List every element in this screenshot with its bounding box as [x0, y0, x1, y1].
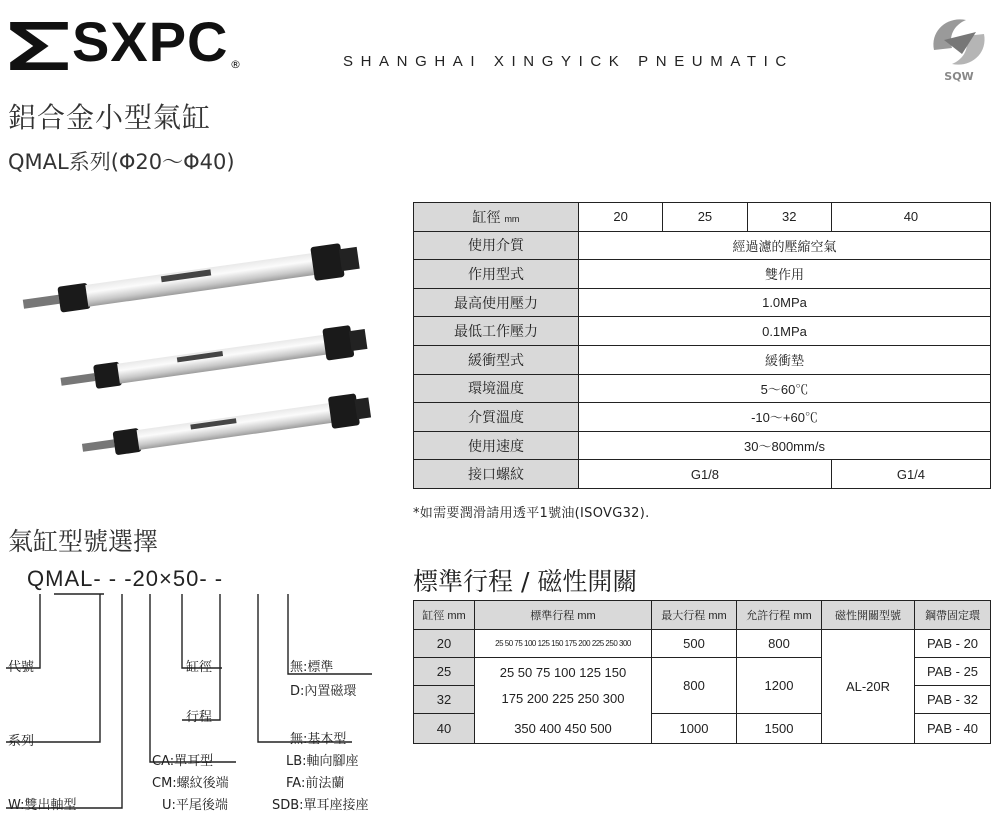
column-header: 缸徑 mm — [414, 601, 475, 630]
spec-label: 緩衝型式 — [414, 345, 579, 374]
table-row — [414, 288, 991, 317]
column-header: 允許行程 mm — [737, 601, 822, 630]
bore-cell: 20 — [414, 630, 475, 658]
label-series: 系列 — [8, 734, 35, 749]
ring-cell: PAB - 32 — [915, 686, 991, 714]
bore-cell: 32 — [414, 686, 475, 714]
label-foot-sdb: SDB:單耳座接座 — [272, 798, 369, 813]
spec-value: G1/8 — [579, 460, 832, 489]
label-mount-cm: CM:螺紋後端 — [152, 776, 229, 791]
column-header: 磁性開關型號 — [822, 601, 915, 630]
bore-cell: 25 — [663, 203, 747, 232]
column-header: 標準行程 mm — [475, 601, 652, 630]
spec-value: 緩衝墊 — [579, 345, 991, 374]
allowed-stroke-cell: 1200 — [737, 658, 822, 714]
table-row — [414, 374, 991, 403]
model-selection-title: 氣缸型號選擇 — [8, 527, 159, 556]
product-photo — [10, 230, 385, 460]
spec-value: 30～800mm/s — [579, 431, 991, 460]
table-row — [414, 345, 991, 374]
label-switch-d: D:內置磁環 — [290, 684, 357, 699]
table-row — [414, 431, 991, 460]
stroke-line: 25 50 75 100 125 150 — [499, 664, 627, 680]
stroke-table — [413, 600, 991, 744]
page-title: 鋁合金小型氣缸 — [8, 101, 212, 134]
spec-value: 經過濾的壓縮空氣 — [579, 231, 991, 260]
max-stroke-cell: 500 — [652, 630, 737, 658]
spec-label: 最高使用壓力 — [414, 288, 579, 317]
lubrication-footnote: *如需要潤滑請用透平1號油(ISOVG32). — [413, 506, 650, 521]
company-name: SHANGHAI XINGYICK PNEUMATIC — [343, 53, 794, 70]
spec-value: 0.1MPa — [579, 317, 991, 346]
stroke-cell: 350 400 450 500 — [475, 714, 652, 744]
label-series-w: W:雙出軸型 — [8, 798, 77, 813]
bore-cell: 32 — [747, 203, 831, 232]
table-row — [414, 260, 991, 289]
xing-logo-mark — [8, 22, 70, 70]
table-row — [414, 403, 991, 432]
spec-value: G1/4 — [831, 460, 990, 489]
column-header: 最大行程 mm — [652, 601, 737, 630]
bore-header-cell: 缸徑 mm — [414, 203, 579, 232]
label-bore: 缸徑 — [186, 660, 213, 675]
bore-cell: 20 — [579, 203, 663, 232]
spec-value: -10～+60℃ — [579, 403, 991, 432]
spec-label: 介質溫度 — [414, 403, 579, 432]
table-row — [414, 317, 991, 346]
series-subtitle: QMAL系列(Φ20～Φ40) — [8, 150, 235, 174]
registered-mark: ® — [230, 58, 241, 71]
ring-cell: PAB - 40 — [915, 714, 991, 744]
svg-text:SQW: SQW — [944, 70, 974, 83]
label-foot-lb: LB:軸向腳座 — [286, 754, 359, 769]
spec-label: 最低工作壓力 — [414, 317, 579, 346]
column-header: 鋼帶固定環 — [915, 601, 991, 630]
spec-label: 作用型式 — [414, 260, 579, 289]
spec-label: 環境溫度 — [414, 374, 579, 403]
stroke-line: 175 200 225 250 300 — [501, 690, 625, 706]
stroke-cell: 25 50 75 100 125 150 175 200 225 250 300 — [475, 630, 652, 658]
max-stroke-cell: 1000 — [652, 714, 737, 744]
table-row — [414, 630, 991, 658]
bore-cell: 40 — [831, 203, 990, 232]
label-code: 代號 — [8, 660, 35, 675]
spec-value: 雙作用 — [579, 260, 991, 289]
bore-cell: 40 — [414, 714, 475, 744]
label-switch-none: 無:標準 — [290, 660, 334, 675]
spec-label: 使用速度 — [414, 431, 579, 460]
table-row — [414, 203, 991, 232]
spec-label: 使用介質 — [414, 231, 579, 260]
ring-cell: PAB - 20 — [915, 630, 991, 658]
table-header-row — [414, 601, 991, 630]
switch-model-cell: AL-20R — [822, 630, 915, 744]
spec-value: 1.0MPa — [579, 288, 991, 317]
label-stroke: 行程 — [186, 710, 213, 725]
ring-cell: PAB - 25 — [915, 658, 991, 686]
model-code: QMAL- - -20×50- - — [27, 566, 224, 591]
brand-name: SXPC — [72, 10, 229, 73]
allowed-stroke-cell: 800 — [737, 630, 822, 658]
stroke-cell — [475, 658, 652, 714]
label-foot-fa: FA:前法蘭 — [286, 776, 345, 791]
spec-value: 5～60℃ — [579, 374, 991, 403]
max-stroke-cell: 800 — [652, 658, 737, 714]
spec-label: 接口螺紋 — [414, 460, 579, 489]
label-foot-none: 無:基本型 — [290, 732, 347, 747]
label-mount-u: U:平尾後端 — [162, 798, 228, 813]
sqw-logo — [926, 10, 992, 84]
table-row — [414, 460, 991, 489]
spec-table — [413, 202, 991, 489]
stroke-section-title: 標準行程 / 磁性開關 — [413, 567, 638, 596]
table-row — [414, 231, 991, 260]
allowed-stroke-cell: 1500 — [737, 714, 822, 744]
bore-cell: 25 — [414, 658, 475, 686]
label-mount-ca: CA:單耳型 — [152, 754, 214, 769]
